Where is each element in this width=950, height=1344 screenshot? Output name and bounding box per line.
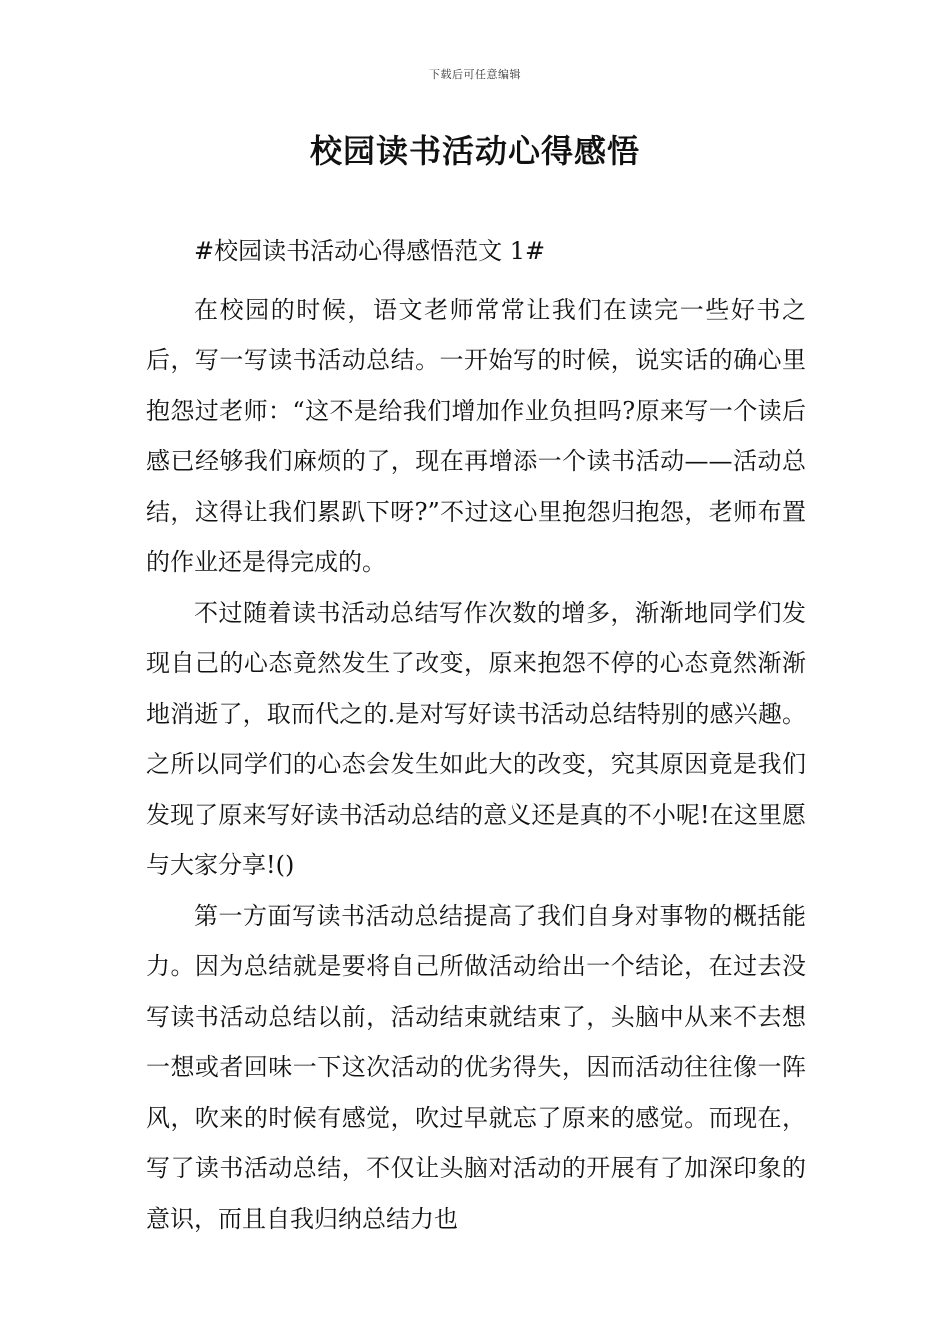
paragraph-2: 不过随着读书活动总结写作次数的增多，渐渐地同学们发现自己的心态竟然发生了改变，原来抱怨不停的心态竟然渐渐地消逝了，取而代之的.是对写好读书活动总结特别的感兴趣。之所以同学们的心态会发生如此大的改变，究其原因竟是我们发现了原来写好读书活动总结的意义还是真的不小呢!在这里愿与大家分享!() [146,598,806,879]
document-title: 校园读书活动心得感悟 [309,132,640,170]
header-note: 下载后可任意编辑 [429,68,521,81]
document-body [146,226,806,1244]
paragraph-1: 在校园的时候，语文老师常常让我们在读完一些好书之后，写一写读书活动总结。一开始写的时候，说实话的确心里抱怨过老师：“这不是给我们增加作业负担吗?原来写一个读后感已经够我们麻烦的了，现在再增添一个读书活动——活动总结，这得让我们累趴下呀?”不过这心里抱怨归抱怨，老师布置的作业还是得完成的。 [146,295,806,576]
section-heading: #校园读书活动心得感悟范文 1# [194,237,546,265]
paragraph-3: 第一方面写读书活动总结提高了我们自身对事物的概括能力。因为总结就是要将自己所做活动给出一个结论，在过去没写读书活动总结以前，活动结束就结束了，头脑中从来不去想一想或者回味一下这次活动的优劣得失，因而活动往往像一阵风，吹来的时候有感觉，吹过早就忘了原来的感觉。而现在，写了读书活动总结，不仅让头脑对活动的开展有了加深印象的意识，而且自我归纳总结力也 [146,901,806,1233]
